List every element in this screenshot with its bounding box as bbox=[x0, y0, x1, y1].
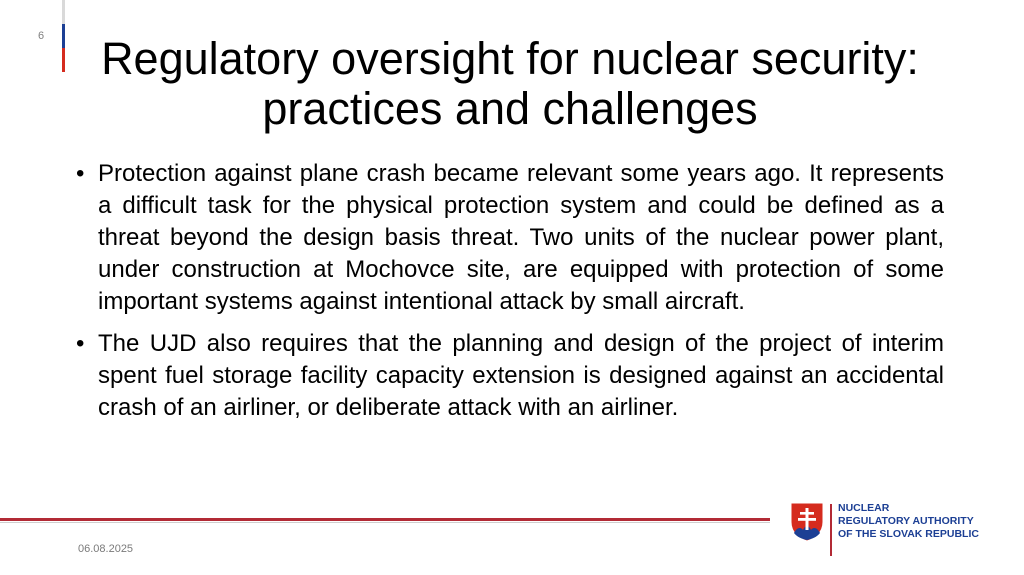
bullet-text: Protection against plane crash became relevant some years ago. It represents a difficult task for the physical protection system and could be defined as a threat beyond the design basis threat. Two units of the nuclear power plant, under construction at Mochovce site, are equipped with protection of some important systems against intentional attack by small aircraft. bbox=[98, 160, 944, 315]
bullet-marker: • bbox=[76, 330, 85, 357]
logo-line-2: REGULATORY AUTHORITY bbox=[838, 515, 974, 527]
bullet-list bbox=[76, 158, 944, 434]
footer-divider-gray bbox=[0, 522, 770, 523]
slide-number: 6 bbox=[38, 30, 45, 42]
footer-divider-red bbox=[0, 518, 770, 521]
logo-divider bbox=[830, 504, 832, 556]
logo-line-1: NUCLEAR bbox=[838, 502, 890, 514]
slovak-coat-of-arms-icon bbox=[790, 502, 824, 542]
logo-line-3: OF THE SLOVAK REPUBLIC bbox=[838, 528, 979, 540]
footer-date: 06.08.2025 bbox=[78, 543, 134, 555]
flag-stripe-blue bbox=[62, 24, 65, 48]
authority-logo bbox=[788, 502, 998, 558]
bullet-marker: • bbox=[76, 160, 85, 187]
bullet-text: The UJD also requires that the planning and design of the project of interim spent fuel storage facility capacity extension is designed against an accidental crash of an airliner, or deliberate attack with an airliner. bbox=[98, 330, 944, 421]
slide-title: Regulatory oversight for nuclear security: practices and challenges bbox=[101, 33, 919, 134]
logo-wordmark bbox=[838, 502, 998, 541]
flag-stripe-red bbox=[62, 48, 65, 72]
bullet-item bbox=[76, 328, 944, 424]
bullet-item bbox=[76, 158, 944, 318]
flag-stripe-white bbox=[62, 0, 65, 24]
